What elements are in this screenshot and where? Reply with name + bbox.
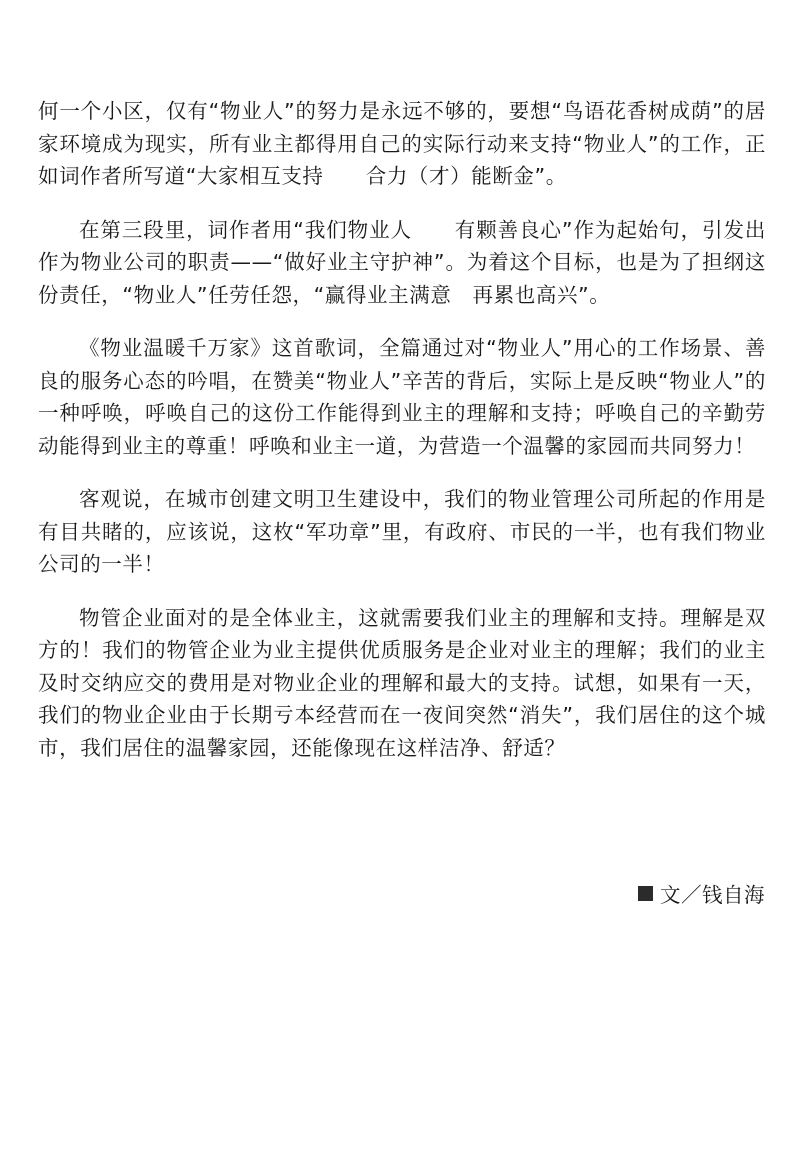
article-body <box>38 95 766 785</box>
square-bullet-icon <box>638 886 653 901</box>
author-credit: 文／钱自海 <box>660 883 765 907</box>
paragraph-third-section: 在第三段里，词作者用“我们物业人 有颗善良心”作为起始句，引发出作为物业公司的职责——“做好业主守护神”。为着这个目标，也是为了担纲这份责任，“物业人”任劳任怨，“赢得业主满意 再累也高兴”。 <box>38 217 766 307</box>
paragraph-continued: 何一个小区，仅有“物业人”的努力是永远不够的，要想“鸟语花香树成荫”的居家环境成为现实，所有业主都得用自己的实际行动来支持“物业人”的工作，正如词作者所写道“大家相互支持 合力（才）能断金”。 <box>38 99 766 188</box>
paragraph-mutual-understanding: 物管企业面对的是全体业主，这就需要我们业主的理解和支持。理解是双方的！我们的物管企业为业主提供优质服务是企业对业主的理解；我们的业主及时交纳应交的费用是对物业企业的理解和最大的支持。试想，如果有一天，我们的物业企业由于长期亏本经营而在一夜间突然“消失”，我们居住的这个城市，我们居住的温馨家园，还能像现在这样洁净、舒适？ <box>38 605 766 760</box>
author-byline <box>638 878 765 908</box>
paragraph-lyrics-summary: 《物业温暖千万家》这首歌词，全篇通过对“物业人”用心的工作场景、善良的服务心态的吟唱，在赞美“物业人”辛苦的背后，实际上是反映“物业人”的一种呼唤，呼唤自己的这份工作能得到业主的理解和支持；呼唤自己的辛勤劳动能得到业主的尊重！呼唤和业主一道，为营造一个温馨的家园而共同努力！ <box>38 336 766 458</box>
paragraph-city-role: 客观说，在城市创建文明卫生建设中，我们的物业管理公司所起的作用是有目共睹的，应该说，这枚“军功章”里，有政府、市民的一半，也有我们物业公司的一半！ <box>38 487 766 576</box>
